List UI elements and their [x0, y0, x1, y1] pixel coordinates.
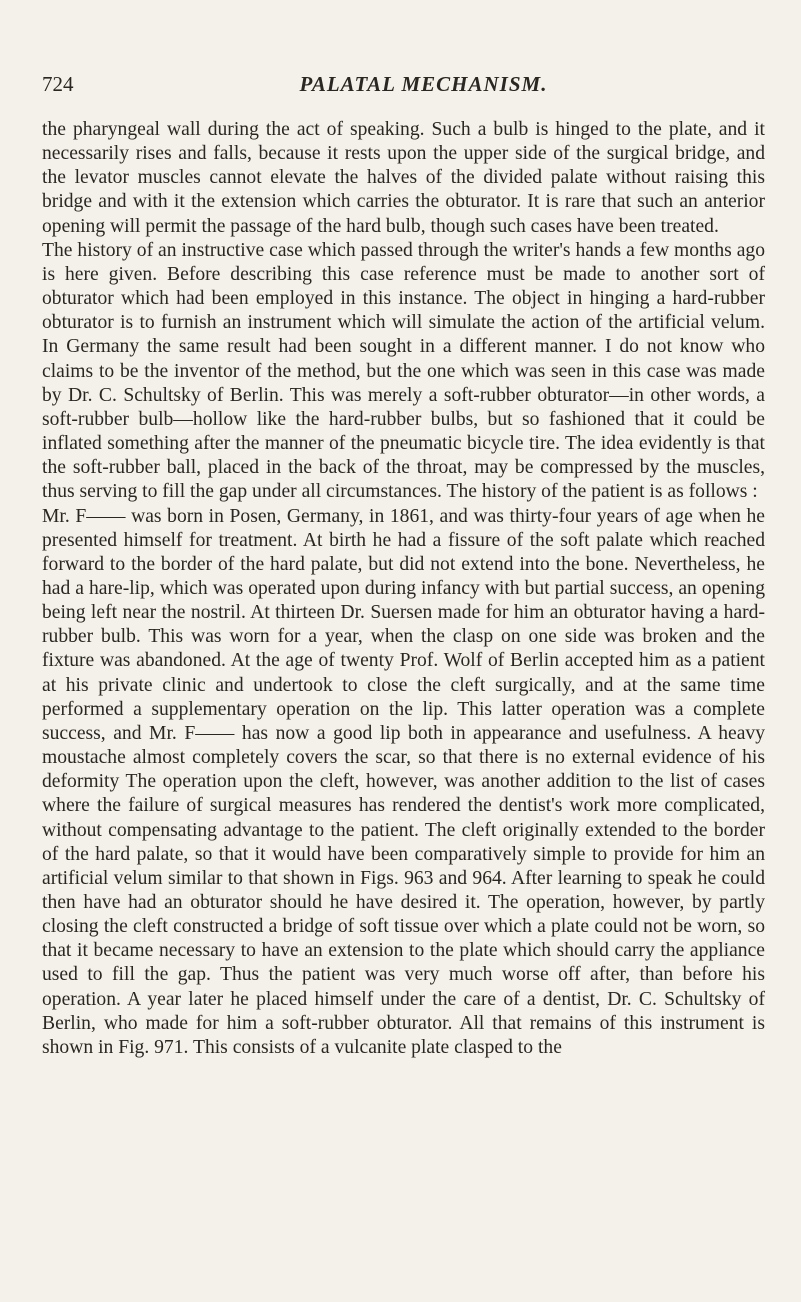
running-title: PALATAL MECHANISM.	[299, 72, 548, 96]
paragraph: Mr. F—— was born in Posen, Germany, in 1861, and was thirty-four years of age when he presented himself for treatment. At birth he had a fissure of the soft palate which reached forward to the border of the hard palate, but did not extend into the bone. Nevertheless, he had a hare-lip, which was operated upon during infancy with but partial success, an opening being left near the nostril. At thirteen Dr. Suersen made for him an obturator having a hard-rubber bulb. This was worn for a year, when the clasp on one side was broken and the fixture was abandoned. At the age of twenty Prof. Wolf of Berlin accepted him as a patient at his private clinic and undertook to close the cleft surgically, and at the same time performed a supplementary operation on the lip. This latter operation was a complete success, and Mr. F—— has now a good lip both in appearance and usefulness. A heavy moustache almost completely covers the scar, so that there is no external evidence of his deformity The operation upon the cleft, however, was another addition to the list of cases where the failure of surgical measures has rendered the dentist's work more complicated, without compensating advantage to the patient. The cleft originally extended to the border of the hard palate, so that it would have been comparatively simple to provide for him an artificial velum similar to that shown in Figs. 963 and 964. After learning to speak he could then have had an obturator should he have desired it. The operation, however, by partly closing the cleft constructed a bridge of soft tissue over which a plate could not be worn, so that it became necessary to have an extension to the plate which should carry the appliance used to fill the gap. Thus the patient was very much worse off after, than before his operation. A year later he placed himself under the care of a dentist, Dr. C. Schultsky of Berlin, who made for him a soft-rubber obturator. All that remains of this instrument is shown in Fig. 971. This consists of a vulcanite plate clasped to the	[42, 505, 765, 1058]
paragraph: The history of an instructive case which passed through the writer's hands a few months ago is here given. Before describing this case reference must be made to another sort of obturator which had been employed in this instance. The object in hinging a hard-rubber obturator is to furnish an instrument which will simulate the action of the artificial velum. In Germany the same result had been sought in a different manner. I do not know who claims to be the inventor of the method, but the one which was seen in this case was made by Dr. C. Schultsky of Berlin. This was merely a soft-rubber obturator—in other words, a soft-rubber bulb—hollow like the hard-rubber bulbs, but so fashioned that it could be inflated something after the manner of the pneumatic bicycle tire. The idea evidently is that the soft-rubber ball, placed in the back of the throat, may be compressed by the muscles, thus serving to fill the gap under all circumstances. The history of the patient is as follows :	[42, 239, 765, 503]
running-head	[42, 72, 765, 96]
paragraph: the pharyngeal wall during the act of speaking. Such a bulb is hinged to the plate, and it necessarily rises and falls, because it rests upon the upper side of the surgical bridge, and the levator muscles cannot elevate the halves of the divided palate without raising this bridge and with it the extension which carries the obturator. It is rare that such an anterior opening will permit the passage of the hard bulb, though such cases have been treated.	[42, 119, 765, 237]
body-text	[42, 118, 765, 1060]
page-number: 724	[42, 72, 74, 96]
